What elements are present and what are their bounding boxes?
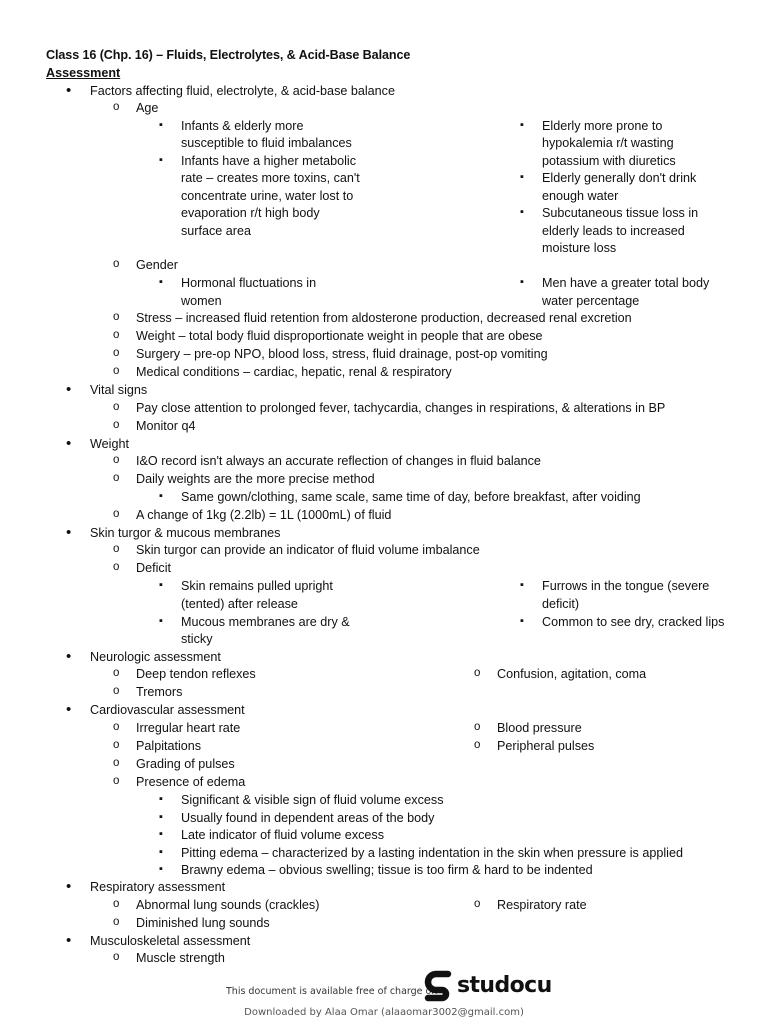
- sub-bullet-item: o Surgery – pre-op NPO, blood loss, stress, fluid drainage, post-op vomiting: [136, 346, 548, 364]
- sub-sub-bullet-item: ▪ Late indicator of fluid volume excess: [181, 827, 384, 845]
- sub-bullet-item: o Abnormal lung sounds (crackles): [136, 897, 319, 915]
- sub-bullet-item: o Respiratory rate: [497, 897, 587, 915]
- sub-bullet-item: o Medical conditions – cardiac, hepatic, renal & respiratory: [136, 364, 452, 382]
- sub-bullet-item: o Daily weights are the more precise method: [136, 471, 375, 489]
- continuation-line: elderly leads to increased: [542, 224, 685, 238]
- continuation-line: women: [181, 294, 222, 308]
- sub-bullet-item: o Stress – increased fluid retention from aldosterone production, decreased renal excretion: [136, 310, 632, 328]
- sub-sub-bullet-item: ▪ Elderly more prone to: [542, 118, 662, 136]
- sub-sub-bullet-item: ▪ Skin remains pulled upright: [181, 578, 333, 596]
- sub-bullet-item: o Blood pressure: [497, 720, 582, 738]
- continuation-line: sticky: [181, 632, 213, 646]
- bullet-item: • Vital signs: [90, 382, 147, 400]
- sub-sub-bullet-item: ▪ Elderly generally don't drink: [542, 170, 696, 188]
- sub-bullet-item: o Palpitations: [136, 738, 201, 756]
- sub-bullet-item: o Peripheral pulses: [497, 738, 594, 756]
- sub-bullet-item: o Pay close attention to prolonged fever, tachycardia, changes in respirations, & alterations in BP: [136, 400, 665, 418]
- continuation-line: hypokalemia r/t wasting: [542, 136, 674, 150]
- document-title: Class 16 (Chp. 16) – Fluids, Electrolytes, & Acid-Base Balance: [46, 48, 411, 62]
- sub-sub-bullet-item: ▪ Hormonal fluctuations in: [181, 275, 316, 293]
- sub-sub-bullet-item: ▪ Subcutaneous tissue loss in: [542, 205, 698, 223]
- sub-bullet-item: o Diminished lung sounds: [136, 915, 270, 933]
- sub-bullet-item: o Gender: [136, 257, 178, 275]
- sub-sub-bullet-item: ▪ Common to see dry, cracked lips: [542, 614, 724, 632]
- sub-sub-bullet-item: ▪ Mucous membranes are dry &: [181, 614, 350, 632]
- sub-sub-bullet-item: ▪ Infants have a higher metabolic: [181, 153, 356, 171]
- sub-bullet-item: o A change of 1kg (2.2lb) = 1L (1000mL) of fluid: [136, 507, 391, 525]
- continuation-line: evaporation r/t high body: [181, 206, 320, 220]
- bullet-item: • Skin turgor & mucous membranes: [90, 525, 280, 543]
- studocu-wordmark: studocu: [457, 973, 552, 999]
- studocu-footer: [0, 968, 768, 1024]
- sub-bullet-item: o Presence of edema: [136, 774, 245, 792]
- sub-sub-bullet-item: ▪ Furrows in the tongue (severe: [542, 578, 709, 596]
- sub-bullet-item: o Age: [136, 100, 158, 118]
- sub-sub-bullet-item: ▪ Men have a greater total body: [542, 275, 709, 293]
- continuation-line: (tented) after release: [181, 597, 298, 611]
- sub-sub-bullet-item: ▪ Usually found in dependent areas of the body: [181, 810, 434, 828]
- sub-sub-bullet-item: ▪ Infants & elderly more: [181, 118, 304, 136]
- bullet-item: • Cardiovascular assessment: [90, 702, 245, 720]
- continuation-line: potassium with diuretics: [542, 154, 676, 168]
- bullet-item: • Factors affecting fluid, electrolyte, & acid-base balance: [90, 83, 395, 101]
- sub-bullet-item: o Skin turgor can provide an indicator of fluid volume imbalance: [136, 542, 480, 560]
- continuation-line: enough water: [542, 189, 619, 203]
- sub-bullet-item: o Deep tendon reflexes: [136, 666, 256, 684]
- sub-bullet-item: o Tremors: [136, 684, 182, 702]
- continuation-line: susceptible to fluid imbalances: [181, 136, 352, 150]
- studocu-logo[interactable]: [424, 968, 552, 1004]
- continuation-line: concentrate urine, water lost to: [181, 189, 354, 203]
- continuation-line: water percentage: [542, 294, 640, 308]
- sub-bullet-item: o Irregular heart rate: [136, 720, 240, 738]
- sub-bullet-item: o Weight – total body fluid disproportionate weight in people that are obese: [136, 328, 543, 346]
- sub-sub-bullet-item: ▪ Same gown/clothing, same scale, same time of day, before breakfast, after voiding: [181, 489, 641, 507]
- bullet-item: • Respiratory assessment: [90, 879, 225, 897]
- continuation-line: moisture loss: [542, 241, 617, 255]
- sub-bullet-item: o Confusion, agitation, coma: [497, 666, 646, 684]
- continuation-line: surface area: [181, 224, 252, 238]
- bullet-item: • Musculoskeletal assessment: [90, 933, 250, 951]
- continuation-line: rate – creates more toxins, can't: [181, 171, 360, 185]
- sub-sub-bullet-item: ▪ Significant & visible sign of fluid volume excess: [181, 792, 444, 810]
- studocu-logo-icon: [424, 970, 454, 1002]
- sub-sub-bullet-item: ▪ Brawny edema – obvious swelling; tissue is too firm & hard to be indented: [181, 862, 593, 880]
- sub-bullet-item: o Muscle strength: [136, 950, 225, 968]
- downloaded-by-notice: Downloaded by Alaa Omar (alaaomar3002@gmail.com): [244, 1007, 524, 1018]
- bullet-item: • Neurologic assessment: [90, 649, 221, 667]
- sub-bullet-item: o Monitor q4: [136, 418, 196, 436]
- section-heading-assessment: Assessment: [46, 66, 121, 80]
- continuation-line: deficit): [542, 597, 580, 611]
- sub-bullet-item: o I&O record isn't always an accurate reflection of changes in fluid balance: [136, 453, 541, 471]
- sub-sub-bullet-item: ▪ Pitting edema – characterized by a lasting indentation in the skin when pressure is applied: [181, 845, 683, 863]
- availability-notice: This document is available free of charge on: [226, 986, 438, 997]
- sub-bullet-item: o Deficit: [136, 560, 171, 578]
- bullet-item: • Weight: [90, 436, 129, 454]
- sub-bullet-item: o Grading of pulses: [136, 756, 235, 774]
